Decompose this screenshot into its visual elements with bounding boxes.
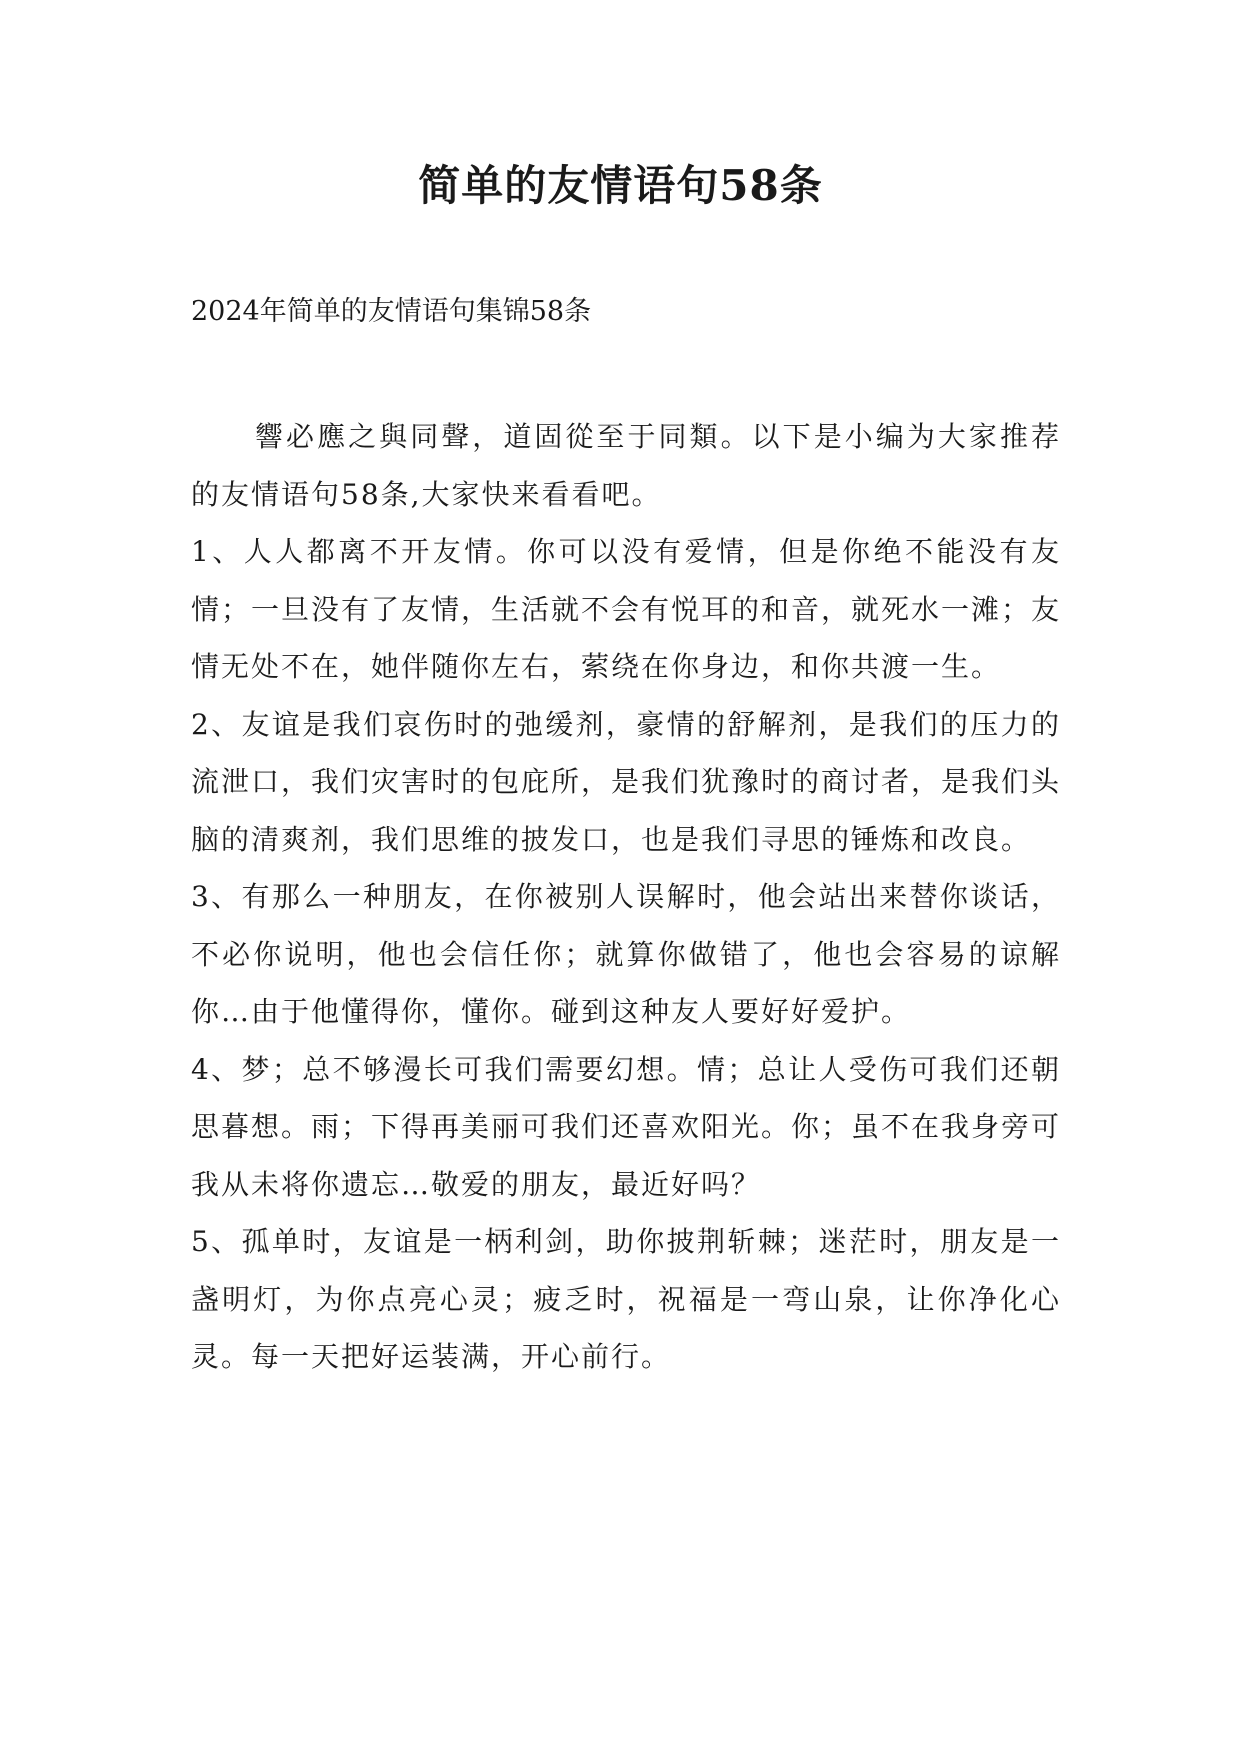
document-subtitle: 2024年简单的友情语句集锦58条 bbox=[191, 296, 592, 327]
list-item: 2、友谊是我们哀伤时的弛缓剂，豪情的舒解剂，是我们的压力的流泄口，我们灾害时的包庇所，是我们犹豫时的商讨者，是我们头脑的清爽剂，我们思维的披发口，也是我们寻思的锤炼和改良。 bbox=[191, 707, 1062, 856]
list-item: 1、人人都离不开友情。你可以没有爱情，但是你绝不能没有友情；一旦没有了友情，生活就不会有悦耳的和音，就死水一滩；友情无处不在，她伴随你左右，萦绕在你身边，和你共渡一生。 bbox=[191, 535, 1062, 683]
intro-paragraph: 響必應之與同聲，道固從至于同類。以下是小编为大家推荐的友情语句58条,大家快来看看吧。 bbox=[191, 420, 1061, 511]
document-body bbox=[191, 408, 1061, 1386]
list-item: 5、孤单时，友谊是一柄利剑，助你披荆斩棘；迷茫时，朋友是一盏明灯，为你点亮心灵；疲乏时，祝福是一弯山泉，让你净化心灵。每一天把好运装满，开心前行。 bbox=[191, 1225, 1061, 1373]
list-item: 3、有那么一种朋友，在你被别人误解时，他会站出来替你谈话，不必你说明，他也会信任你；就算你做错了，他也会容易的谅解你…由于他懂得你，懂你。碰到这种友人要好好爱护。 bbox=[191, 880, 1061, 1028]
list-item: 4、梦；总不够漫长可我们需要幻想。情；总让人受伤可我们还朝思暮想。雨；下得再美丽可我们还喜欢阳光。你；虽不在我身旁可我从未将你遗忘…敬爱的朋友，最近好吗？ bbox=[191, 1052, 1062, 1201]
document-title: 简单的友情语句58条 bbox=[418, 161, 823, 210]
